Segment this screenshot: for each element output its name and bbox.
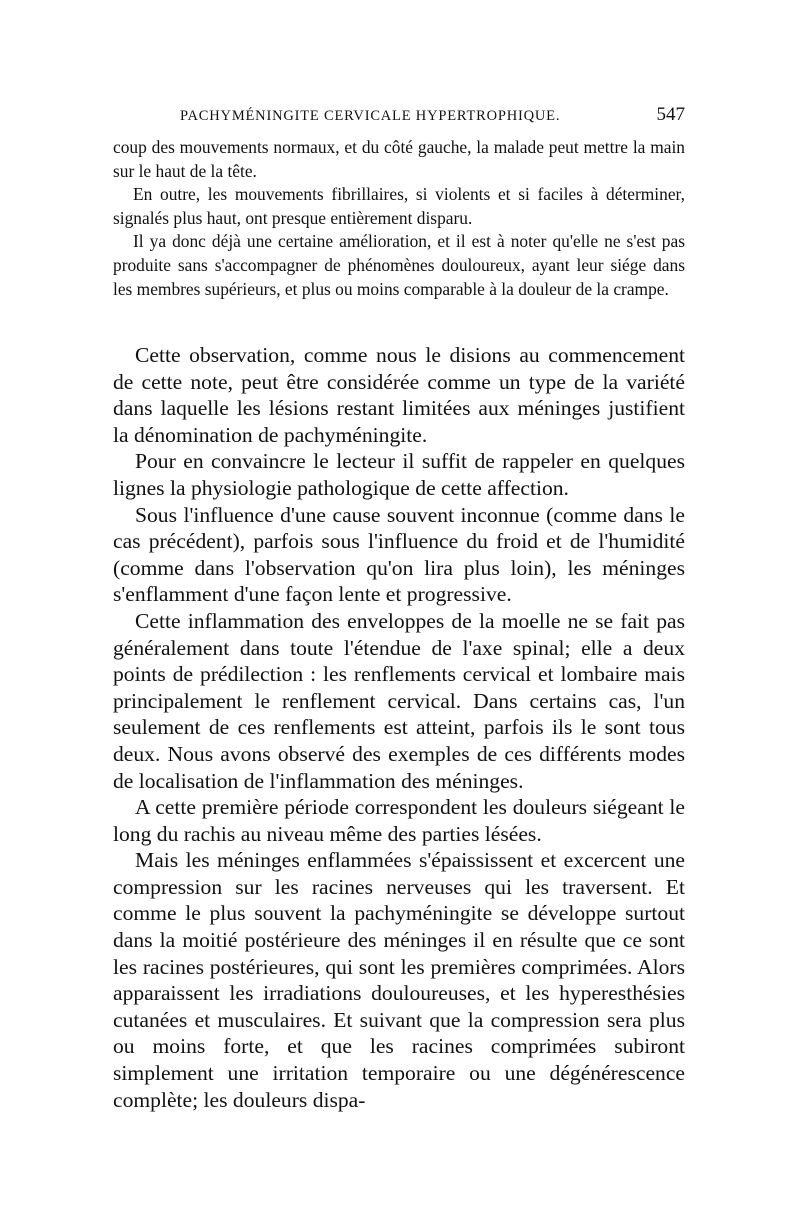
running-header bbox=[180, 104, 685, 128]
small-paragraph-3: Il ya donc déjà une certaine amélioration, et il est à noter qu'elle ne s'est pas produite sans s'accompagner de phénomènes douloureux, ayant leur siége dans les membres supérieurs, et plus ou moins comparable à la douleur de la crampe. bbox=[113, 231, 685, 299]
body-paragraph-6: Mais les méninges enflammées s'épaississent et excercent une compression sur les racines nerveuses qui les traversent. Et comme le plus souvent la pachyméningite se développe surtout dans la moitié postérieure des méninges il en résulte que ce sont les racines postérieures, qui sont les premières comprimées. Alors apparaissent les irradiations douloureuses, et les hyperesthésies cutanées et musculaires. Et suivant que la compression sera plus ou moins forte, et que les racines comprimées subiront simplement une irritation temporaire ou une dégénérescence complète; les douleurs dispa- bbox=[113, 848, 685, 1112]
body-paragraph-5: A cette première période correspondent les douleurs siégeant le long du rachis au niveau même des parties lésées. bbox=[113, 795, 685, 846]
body-paragraph-2: Pour en convaincre le lecteur il suffit de rappeler en quelques lignes la physiologie pathologique de cette affection. bbox=[113, 449, 685, 500]
small-print-section bbox=[113, 136, 685, 301]
main-text-section bbox=[113, 342, 685, 1113]
running-title: PACHYMÉNINGITE CERVICALE HYPERTROPHIQUE. bbox=[180, 108, 561, 124]
page-number: 547 bbox=[656, 104, 685, 125]
small-paragraph-1: coup des mouvements normaux, et du côté gauche, la malade peut mettre la main sur le haut de la tête. bbox=[113, 137, 685, 181]
body-paragraph-1: Cette observation, comme nous le disions au commencement de cette note, peut être considérée comme un type de la variété dans laquelle les lésions restant limitées aux méninges justifient la dénomination de pachyméningite. bbox=[113, 343, 685, 447]
body-paragraph-4: Cette inflammation des enveloppes de la moelle ne se fait pas généralement dans toute l'étendue de l'axe spinal; elle a deux points de prédilection : les renflements cervical et lombaire mais principalement le renflement cervical. Dans certains cas, l'un seulement de ces renflements est atteint, parfois ils le sont tous deux. Nous avons observé des exemples de ces différents modes de localisation de l'inflammation des méninges. bbox=[113, 608, 685, 793]
body-paragraph-3: Sous l'influence d'une cause souvent inconnue (comme dans le cas précédent), parfois sous l'influence du froid et de l'humidité (comme dans l'observation qu'on lira plus loin), les méninges s'enflamment d'une façon lente et progressive. bbox=[113, 502, 685, 607]
small-paragraph-2: En outre, les mouvements fibrillaires, si violents et si faciles à déterminer, signalés plus haut, ont presque entièrement disparu. bbox=[113, 184, 685, 228]
